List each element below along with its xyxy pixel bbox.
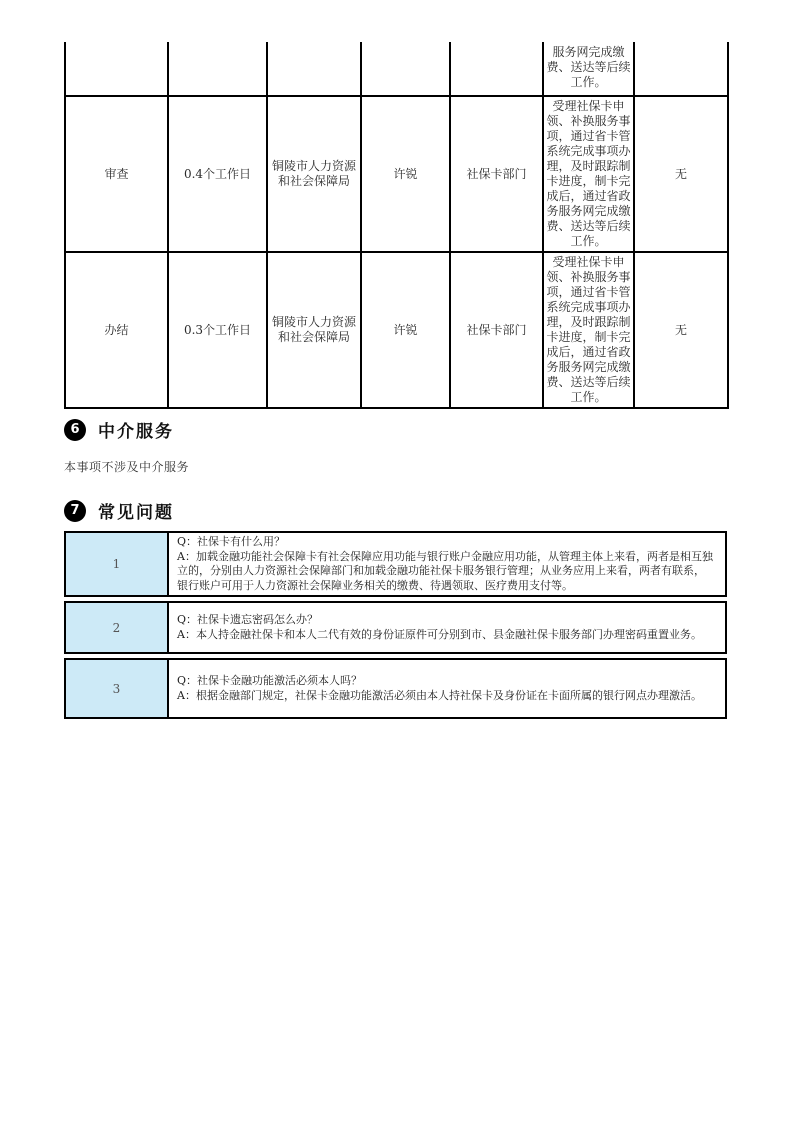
table-cell-description: 受理社保卡申领、补换服务事项，通过省卡管系统完成事项办理，及时跟踪制卡进度，制卡完成后，通过省政务服务网完成缴费、送达等后续工作。 [543, 96, 634, 252]
table-cell-agency: 铜陵市人力资源和社会保障局 [267, 252, 361, 408]
faq-number-cell: 1 [66, 533, 169, 595]
faq-number-cell: 2 [66, 603, 169, 652]
table-row [65, 96, 728, 252]
table-cell-department: 社保卡部门 [450, 252, 543, 408]
table-cell-description-continued: 服务网完成缴费、送达等后续工作。 [543, 42, 634, 96]
faq-row [64, 531, 727, 597]
faq-question: Q：社保卡有什么用？ [177, 535, 286, 548]
table-cell-step: 办结 [65, 252, 168, 408]
faq-table [64, 531, 727, 723]
faq-qa-cell [169, 660, 725, 717]
table-cell [267, 42, 361, 96]
table-row [65, 252, 728, 408]
faq-question: Q：社保卡遗忘密码怎么办？ [177, 613, 319, 626]
table-cell-duration: 0.4个工作日 [168, 96, 267, 252]
faq-answer: A：加载金融功能社会保障卡有社会保障应用功能与银行账户金融应用功能，从管理主体上来看，两者是相互独立的，分别由人力资源社会保障部门和加载金融功能社保卡服务银行管理；从业务应用上来看，两者有联系，银行账户可用于人力资源社会保障业务相关的缴费、待遇领取、医疗费用支付等。 [177, 549, 713, 592]
faq-answer: A：本人持金融社保卡和本人二代有效的身份证原件可分别到市、县金融社保卡服务部门办理密码重置业务。 [177, 627, 702, 641]
table-cell [450, 42, 543, 96]
table-cell [168, 42, 267, 96]
table-cell-duration: 0.3个工作日 [168, 252, 267, 408]
section-heading-intermediary [64, 417, 174, 442]
process-flow-table [64, 42, 729, 409]
faq-row [64, 658, 727, 719]
faq-row [64, 601, 727, 654]
section-number-badge: 7 [64, 500, 86, 522]
faq-number-cell: 3 [66, 660, 169, 717]
table-cell-person: 许锐 [361, 96, 450, 252]
table-cell-person: 许锐 [361, 252, 450, 408]
table-cell [634, 42, 728, 96]
table-cell-department: 社保卡部门 [450, 96, 543, 252]
faq-answer: A：根据金融部门规定，社保卡金融功能激活必须由本人持社保卡及身份证在卡面所属的银行网点办理激活。 [177, 688, 702, 702]
faq-question: Q：社保卡金融功能激活必须本人吗？ [177, 674, 363, 687]
table-cell [361, 42, 450, 96]
table-cell-description: 受理社保卡申领、补换服务事项，通过省卡管系统完成事项办理，及时跟踪制卡进度，制卡完成后，通过省政务服务网完成缴费、送达等后续工作。 [543, 252, 634, 408]
section-heading-faq [64, 498, 174, 523]
faq-qa-cell [169, 533, 725, 595]
table-cell-remark: 无 [634, 252, 728, 408]
table-cell-remark: 无 [634, 96, 728, 252]
faq-qa-cell [169, 603, 725, 652]
table-row-continued [65, 42, 728, 96]
section-number-badge: 6 [64, 419, 86, 441]
table-cell-step: 审查 [65, 96, 168, 252]
table-cell [65, 42, 168, 96]
section-title: 常见问题 [98, 503, 174, 523]
intermediary-note: 本事项不涉及中介服务 [64, 460, 190, 474]
section-title: 中介服务 [98, 422, 174, 442]
table-cell-agency: 铜陵市人力资源和社会保障局 [267, 96, 361, 252]
